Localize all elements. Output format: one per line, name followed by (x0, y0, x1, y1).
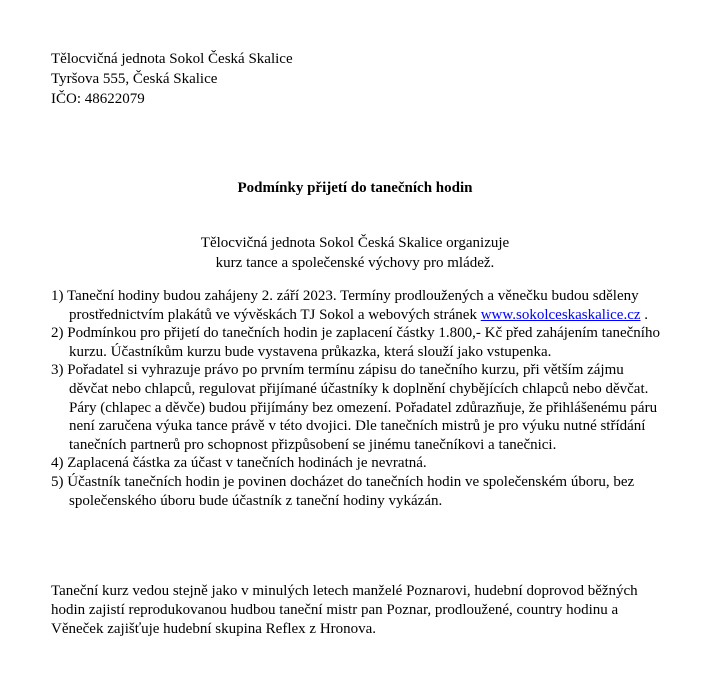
condition-number: 2) (51, 325, 64, 342)
condition-item-3 (51, 361, 666, 454)
condition-text: Taneční hodiny budou zahájeny 2. září 2023. Termíny prodloužených a věnečku budou sděleny prostřednictvím plakátů ve vývěskách TJ Sokol a webových stránek (66, 288, 639, 323)
intro-line-1: Tělocvičná jednota Sokol Česká Skalice organizuje (200, 235, 510, 251)
org-name: Tělocvičná jednota Sokol Česká Skalice (51, 51, 293, 67)
page-title: Podmínky přijetí do tanečních hodin (237, 180, 473, 196)
condition-text: Pořadatel si vyhrazuje právo po prvním termínu zápisu do tanečního kurzu, při větším zájmu děvčat nebo chlapců, regulovat přijímané účastníky k doplnění chybějících chlapců nebo děvčat. Páry (chlapec a děvče) budou přijímány bez omezení. Pořadatel zdůrazňuje, že přihlášenému páru není zaručena výuka tance právě v této dvojici. Dle tanečních mistrů je pro výuku nutné střídání tanečních partnerů pro schopnost přizpůsobení se jinému tanečníkovi a tanečnici. (67, 362, 658, 453)
condition-text: Podmínkou pro přijetí do tanečních hodin je zaplacení částky 1.800,- Kč před zahájením tanečního kurzu. Účastníkům kurzu bude vystavena průkazka, která slouží jako vstupenka. (67, 325, 660, 360)
condition-number: 4) (51, 455, 64, 472)
condition-item-1 (51, 287, 666, 324)
organization-header (51, 49, 293, 109)
condition-number: 5) (51, 473, 64, 490)
condition-text: Zaplacená částka za účast v tanečních hodinách je nevratná. (67, 455, 427, 472)
condition-number: 1) (51, 288, 64, 304)
conditions-list (51, 287, 666, 510)
condition-text: Účastník tanečních hodin je povinen docházet do tanečních hodin ve společenském úboru, bez společenského úboru bude účastník z taneční hodiny vykázán. (67, 473, 635, 509)
org-ico: IČO: 48622079 (51, 91, 145, 107)
website-link[interactable]: www.sokolceskaskalice.cz (480, 306, 641, 323)
condition-suffix: . (640, 306, 649, 323)
condition-item-4 (51, 454, 666, 473)
intro-paragraph (0, 233, 710, 273)
condition-item-5 (51, 473, 666, 510)
closing-paragraph: Taneční kurz vedou stejně jako v minulých letech manželé Poznarovi, hudební doprovod běžných hodin zajistí reprodukovanou hudbou taneční mistr pan Poznar, prodloužené, country hodinu a Věneček zajišťuje hudební skupina Reflex z Hronova. (51, 583, 638, 637)
org-address: Tyršova 555, Česká Skalice (51, 71, 218, 87)
condition-number: 3) (51, 362, 64, 379)
intro-line-2: kurz tance a společenské výchovy pro mládež. (215, 255, 495, 271)
condition-item-2 (51, 324, 666, 361)
